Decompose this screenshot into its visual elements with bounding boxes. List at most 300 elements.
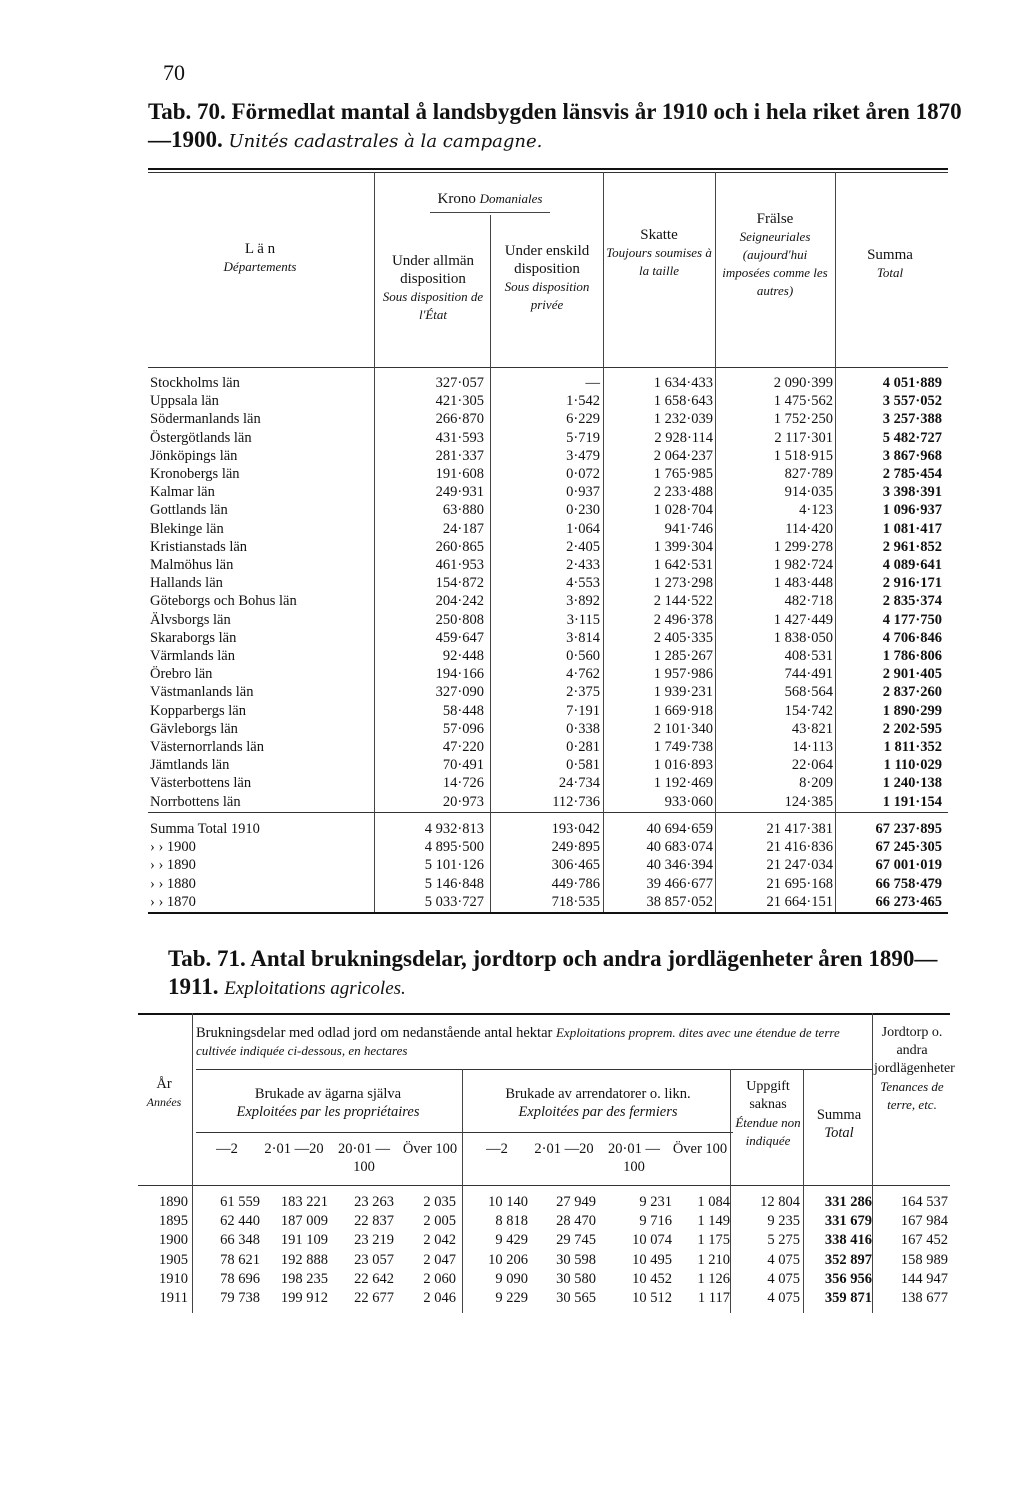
- cell-value: 138 677: [900, 1290, 948, 1306]
- row-label: Hallands län: [150, 575, 223, 592]
- table-70-body: [150, 374, 950, 814]
- cell-value: 3·892: [566, 593, 600, 610]
- cell-value: 10 074: [632, 1232, 672, 1249]
- cell-value: 21 416·836: [766, 839, 833, 856]
- cell-value: 1 811·352: [883, 739, 942, 755]
- cell-value: 1 957·986: [653, 666, 713, 683]
- cell-value: 359 871: [824, 1290, 872, 1306]
- cell-value: 356 956: [824, 1270, 872, 1287]
- cell-value: 1 016·893: [653, 757, 713, 774]
- cell-value: 92·448: [442, 648, 484, 664]
- table-row: [150, 683, 950, 701]
- table-row: [150, 501, 950, 519]
- row-label: › › 1900: [150, 839, 196, 856]
- table-71-top-rule: [138, 1013, 950, 1015]
- cell-value: 408·531: [784, 648, 833, 664]
- row-label: › › 1890: [150, 857, 196, 874]
- header-enskild: Under enskild disposition Sous disposition privée: [504, 243, 590, 312]
- row-label: Blekinge län: [150, 520, 224, 537]
- cell-value: 10 452: [632, 1270, 672, 1287]
- cell-value: 2·433: [566, 557, 600, 573]
- cell-value: 1 285·267: [653, 648, 713, 664]
- cell-value: 3·479: [566, 447, 600, 464]
- size-col-header: 20·01 —100: [338, 1141, 390, 1175]
- table-row: [150, 838, 950, 856]
- cell-value: 7·191: [566, 702, 600, 719]
- table-row: [150, 629, 950, 647]
- cell-value: 3 398·391: [882, 484, 942, 501]
- cell-value: 1·064: [566, 520, 600, 537]
- cell-value: 2 233·488: [653, 484, 713, 501]
- table-70-totals: [150, 820, 950, 910]
- table-row: [150, 429, 950, 447]
- cell-value: 10 495: [632, 1251, 672, 1268]
- krono-rule: [430, 212, 550, 213]
- cell-value: 1 117: [697, 1290, 730, 1306]
- table-row: [150, 820, 950, 838]
- cell-value: 57·096: [442, 720, 484, 737]
- cell-value: 2 090·399: [773, 375, 833, 391]
- header-uppgift: Uppgift saknas Étendue non indiquée: [735, 1079, 801, 1148]
- cell-value: 2 035: [423, 1194, 456, 1210]
- cell-value: 4·553: [566, 575, 600, 592]
- row-label: Västmanlands län: [150, 684, 254, 701]
- header-agare: Brukade av ägarna själva Exploitées par les propriétaires: [236, 1086, 420, 1120]
- cell-value: 66 758·479: [875, 875, 942, 892]
- cell-value: 421·305: [435, 393, 484, 410]
- cell-value: 39 466·677: [646, 875, 713, 892]
- cell-value: 204·242: [435, 593, 484, 610]
- row-label: Kristianstads län: [150, 538, 248, 555]
- row-label: Västernorrlands län: [150, 739, 264, 755]
- row-label: Summa Total 1910: [150, 821, 260, 837]
- size-col-header: —2: [486, 1141, 508, 1157]
- cell-value: 40 683·074: [646, 839, 713, 856]
- table-70-title: [148, 98, 968, 156]
- cell-value: 1 483·448: [773, 575, 833, 592]
- cell-value: 1 752·250: [773, 411, 833, 428]
- cell-value: 2 202·595: [882, 720, 942, 737]
- size-col-header: 2·01 —20: [264, 1141, 324, 1157]
- cell-value: 327·057: [435, 375, 484, 391]
- row-label: › › 1880: [150, 875, 196, 892]
- size-col-header: 2·01 —20: [534, 1141, 594, 1157]
- cell-value: 2 901·405: [882, 666, 942, 683]
- cell-value: 1 028·704: [653, 502, 713, 519]
- cell-value: 1905: [159, 1251, 188, 1268]
- cell-value: 1 634·433: [653, 375, 713, 391]
- size-col-header: Över 100: [672, 1141, 728, 1157]
- cell-value: 1 240·138: [882, 775, 942, 792]
- cell-value: 4 089·641: [882, 557, 942, 573]
- cell-value: 183 221: [280, 1194, 328, 1210]
- cell-value: 306·465: [551, 857, 600, 874]
- cell-value: 2·405: [566, 538, 600, 555]
- cell-value: 0·072: [566, 466, 600, 482]
- row-label: Jönköpings län: [150, 447, 238, 464]
- cell-value: 9 716: [639, 1213, 672, 1230]
- cell-value: 2 101·340: [653, 720, 713, 737]
- cell-value: 9 229: [495, 1290, 528, 1306]
- cell-value: 167 452: [900, 1232, 948, 1249]
- cell-value: 62 440: [220, 1213, 260, 1230]
- cell-value: 124·385: [784, 793, 833, 810]
- cell-value: 1 110·029: [883, 757, 942, 774]
- cell-value: 2 005: [423, 1213, 456, 1230]
- cell-value: 1 786·806: [882, 648, 942, 664]
- cell-value: 6·229: [566, 411, 600, 428]
- cell-value: 0·560: [566, 648, 600, 664]
- table-row: [150, 774, 950, 792]
- row-label: Östergötlands län: [150, 429, 252, 446]
- cell-value: 30 580: [556, 1270, 596, 1287]
- cell-value: 22 677: [354, 1290, 394, 1306]
- table-71-title: [168, 945, 968, 1003]
- cell-value: 0·281: [566, 739, 600, 755]
- cell-value: 1895: [159, 1213, 188, 1230]
- cell-value: 2 064·237: [653, 447, 713, 464]
- cell-value: 281·337: [435, 447, 484, 464]
- table-row: [150, 410, 950, 428]
- cell-value: 4 895·500: [424, 839, 484, 856]
- header-summa-71: Summa Total: [816, 1107, 862, 1141]
- cell-value: 1 838·050: [773, 629, 833, 646]
- row-label: Jämtlands län: [150, 757, 230, 774]
- cell-value: 1 939·231: [653, 684, 713, 701]
- header-fralse: Frälse Seigneuriales (aujourd'hui imposées comme les autres): [722, 211, 828, 298]
- table-row: [138, 1251, 950, 1269]
- cell-value: 27 949: [556, 1194, 596, 1210]
- cell-value: 61 559: [220, 1194, 260, 1210]
- cell-value: 4 075: [767, 1270, 800, 1287]
- cell-value: 22 837: [354, 1213, 394, 1230]
- cell-value: 1 084: [697, 1194, 730, 1210]
- cell-value: 331 286: [824, 1194, 872, 1210]
- cell-value: —: [585, 375, 600, 391]
- cell-value: 8·209: [799, 775, 833, 792]
- header-brukningsdelar: Brukningsdelar med odlad jord om nedanstående antal hektar Exploitations proprem. dites avec une étendue de terre cultivée indiquée ci-dessous, en hectares: [196, 1025, 840, 1058]
- cell-value: 192 888: [280, 1251, 328, 1268]
- cell-value: 914·035: [784, 484, 833, 501]
- cell-value: 2·375: [566, 684, 600, 701]
- cell-value: 198 235: [280, 1270, 328, 1287]
- cell-value: 154·742: [784, 702, 833, 719]
- cell-value: 1911: [159, 1290, 188, 1306]
- cell-value: 718·535: [551, 893, 600, 910]
- cell-value: 352 897: [824, 1251, 872, 1268]
- cell-value: 66 348: [220, 1232, 260, 1249]
- row-label: Älvsborgs län: [150, 611, 231, 628]
- cell-value: 20·973: [442, 793, 484, 810]
- cell-value: 1890: [159, 1194, 188, 1210]
- row-label: Gottlands län: [150, 502, 228, 519]
- cell-value: 9 235: [767, 1213, 800, 1230]
- cell-value: 63·880: [442, 502, 484, 519]
- cell-value: 14·113: [792, 739, 833, 755]
- table-row: [150, 483, 950, 501]
- row-label: › › 1870: [150, 893, 196, 910]
- row-label: Kronobergs län: [150, 466, 240, 482]
- cell-value: 1 669·918: [653, 702, 713, 719]
- cell-value: 23 263: [354, 1194, 394, 1210]
- cell-value: 4 075: [767, 1251, 800, 1268]
- row-label: Skaraborgs län: [150, 629, 237, 646]
- cell-value: 0·338: [566, 720, 600, 737]
- cell-value: 4 075: [767, 1290, 800, 1306]
- row-label: Gävleborgs län: [150, 720, 238, 737]
- cell-value: 38 857·052: [646, 893, 713, 910]
- table-70-top-rule-2: [148, 172, 948, 173]
- size-col-header: 20·01 —100: [608, 1141, 660, 1175]
- table-row: [150, 738, 950, 756]
- cell-value: 22·064: [791, 757, 833, 774]
- cell-value: 449·786: [551, 875, 600, 892]
- table-70-subtitle: Unités cadastrales à la campagne.: [228, 131, 543, 152]
- cell-value: 2 835·374: [882, 593, 942, 610]
- row-label: Stockholms län: [150, 375, 240, 391]
- cell-value: 9 231: [639, 1194, 672, 1210]
- cell-value: 1 749·738: [653, 739, 713, 755]
- cell-value: 1 192·469: [653, 775, 713, 792]
- table-row: [150, 856, 950, 874]
- cell-value: 191 109: [280, 1232, 328, 1249]
- cell-value: 2 837·260: [882, 684, 942, 701]
- cell-value: 58·448: [442, 702, 484, 719]
- table-71-body: [138, 1193, 950, 1313]
- cell-value: 1 149: [697, 1213, 730, 1230]
- cell-value: 338 416: [824, 1232, 872, 1249]
- cell-value: 23 057: [354, 1251, 394, 1268]
- cell-value: 24·734: [558, 775, 600, 792]
- cell-value: 4 051·889: [882, 375, 942, 391]
- cell-value: 744·491: [784, 666, 833, 683]
- cell-value: 2 042: [423, 1232, 456, 1249]
- cell-value: 67 245·305: [875, 839, 942, 856]
- table-row: [150, 374, 950, 392]
- cell-value: 3 257·388: [882, 411, 942, 428]
- table-row: [150, 720, 950, 738]
- table-70-top-rule: [148, 168, 948, 170]
- row-label: Örebro län: [150, 666, 213, 683]
- cell-value: 29 745: [556, 1232, 596, 1249]
- cell-value: 260·865: [435, 538, 484, 555]
- cell-value: 1 175: [697, 1232, 730, 1249]
- table-row: [150, 893, 950, 911]
- cell-value: 10 512: [632, 1290, 672, 1306]
- cell-value: 431·593: [435, 429, 484, 446]
- cell-value: 0·230: [566, 502, 600, 519]
- row-label: Kalmar län: [150, 484, 215, 501]
- row-label: Värmlands län: [150, 648, 235, 664]
- header-arrend: Brukade av arrendatorer o. likn. Exploitées par des fermiers: [505, 1086, 691, 1120]
- row-label: Norrbottens län: [150, 793, 241, 810]
- cell-value: 5·719: [566, 429, 600, 446]
- cell-value: 2 916·171: [882, 575, 942, 592]
- cell-value: 164 537: [900, 1194, 948, 1210]
- cell-value: 2 060: [423, 1270, 456, 1287]
- cell-value: 941·746: [664, 520, 713, 537]
- table-row: [150, 647, 950, 665]
- cell-value: 1 642·531: [653, 557, 713, 573]
- cell-value: 21 247·034: [766, 857, 833, 874]
- cell-value: 0·937: [566, 484, 600, 501]
- table-row: [150, 793, 950, 811]
- cell-value: 199 912: [280, 1290, 328, 1306]
- cell-value: 2 046: [423, 1290, 456, 1306]
- cell-value: 14·726: [442, 775, 484, 792]
- cell-value: 459·647: [435, 629, 484, 646]
- cell-value: 28 470: [556, 1213, 596, 1230]
- cell-value: 9 429: [495, 1232, 528, 1249]
- table-row: [150, 611, 950, 629]
- cell-value: 4·762: [566, 666, 600, 683]
- cell-value: 3 867·968: [882, 447, 942, 464]
- table-row: [138, 1193, 950, 1211]
- cell-value: 2 405·335: [653, 629, 713, 646]
- cell-value: 1 399·304: [653, 538, 713, 555]
- cell-value: 1 126: [697, 1270, 730, 1287]
- cell-value: 1 658·643: [653, 393, 713, 410]
- table-row: [150, 447, 950, 465]
- cell-value: 10 206: [488, 1251, 528, 1268]
- row-label: Uppsala län: [150, 393, 219, 410]
- cell-value: 1 191·154: [882, 793, 942, 810]
- cell-value: 5 101·126: [424, 857, 484, 874]
- cell-value: 461·953: [435, 557, 484, 573]
- header-jordtorp: Jordtorp o. andra jordlägenheter Tenances de terre, etc.: [874, 1025, 955, 1112]
- cell-value: 2 117·301: [774, 429, 833, 446]
- cell-value: 30 565: [556, 1290, 596, 1306]
- cell-value: 2 961·852: [882, 538, 942, 555]
- header-lan: L ä n Départements: [223, 241, 297, 274]
- header-krono: Krono Domaniales: [437, 191, 543, 207]
- cell-value: 4·123: [799, 502, 833, 519]
- table-row: [150, 556, 950, 574]
- cell-value: 3·115: [566, 611, 600, 628]
- cell-value: 22 642: [354, 1270, 394, 1287]
- cell-value: 2 144·522: [653, 593, 713, 610]
- cell-value: 5 482·727: [882, 429, 942, 446]
- cell-value: 30 598: [556, 1251, 596, 1268]
- cell-value: 154·872: [435, 575, 484, 592]
- header-ar: År Années: [146, 1076, 182, 1109]
- header-summa: Summa Total: [867, 247, 913, 280]
- cell-value: 1·542: [566, 393, 600, 410]
- cell-value: 191·608: [435, 466, 484, 482]
- cell-value: 66 273·465: [875, 893, 942, 910]
- cell-value: 40 694·659: [646, 821, 713, 837]
- cell-value: 1 890·299: [882, 702, 942, 719]
- cell-value: 78 696: [220, 1270, 260, 1287]
- cell-value: 3·814: [566, 629, 600, 646]
- cell-value: 249·895: [551, 839, 600, 856]
- cell-value: 187 009: [280, 1213, 328, 1230]
- cell-value: 2 785·454: [882, 466, 942, 482]
- cell-value: 70·491: [442, 757, 484, 774]
- cell-value: 67 001·019: [875, 857, 942, 874]
- cell-value: 24·187: [442, 520, 484, 537]
- row-label: Kopparbergs län: [150, 702, 246, 719]
- cell-value: 2 496·378: [653, 611, 713, 628]
- table-row: [150, 465, 950, 483]
- cell-value: 79 738: [220, 1290, 260, 1306]
- cell-value: 10 140: [488, 1194, 528, 1210]
- cell-value: 5 033·727: [424, 893, 484, 910]
- cell-value: 43·821: [791, 720, 833, 737]
- cell-value: 5 146·848: [424, 875, 484, 892]
- table-row: [150, 756, 950, 774]
- table-row: [150, 875, 950, 893]
- cell-value: 1900: [159, 1232, 188, 1249]
- cell-value: 4 932·813: [424, 821, 484, 837]
- cell-value: 78 621: [220, 1251, 260, 1268]
- cell-value: 327·090: [435, 684, 484, 701]
- table-70-bottom-rule: [148, 912, 948, 914]
- cell-value: 9 090: [495, 1270, 528, 1287]
- cell-value: 933·060: [664, 793, 713, 810]
- table-70-header-rule: [148, 367, 948, 368]
- cell-value: 1 982·724: [773, 557, 833, 573]
- table-row: [150, 574, 950, 592]
- cell-value: 1 518·915: [773, 447, 833, 464]
- table-row: [150, 392, 950, 410]
- cell-value: 158 989: [900, 1251, 948, 1268]
- cell-value: 266·870: [435, 411, 484, 428]
- cell-value: 249·931: [435, 484, 484, 501]
- cell-value: 21 695·168: [766, 875, 833, 892]
- cell-value: 250·808: [435, 611, 484, 628]
- cell-value: 1 232·039: [653, 411, 713, 428]
- table-row: [150, 665, 950, 683]
- table-row: [150, 592, 950, 610]
- cell-value: 0·581: [566, 757, 600, 774]
- cell-value: 1 273·298: [653, 575, 713, 592]
- table-71-subtitle: Exploitations agricoles.: [224, 978, 406, 999]
- size-col-header: Över 100: [402, 1141, 458, 1157]
- cell-value: 8 818: [495, 1213, 528, 1230]
- cell-value: 4 177·750: [882, 611, 942, 628]
- size-col-header: —2: [216, 1141, 238, 1157]
- cell-value: 1 765·985: [653, 466, 713, 482]
- cell-value: 167 984: [900, 1213, 948, 1230]
- cell-value: 827·789: [784, 466, 833, 482]
- cell-value: 1 475·562: [773, 393, 833, 410]
- cell-value: 12 804: [760, 1194, 800, 1210]
- table-row: [138, 1289, 950, 1307]
- table-row: [150, 702, 950, 720]
- cell-value: 1 210: [697, 1251, 730, 1268]
- table-71-label: Tab. 71.: [168, 946, 246, 971]
- cell-value: 1 096·937: [882, 502, 942, 519]
- cell-value: 47·220: [442, 739, 484, 755]
- row-label: Västerbottens län: [150, 775, 252, 792]
- cell-value: 5 275: [767, 1232, 800, 1249]
- row-label: Södermanlands län: [150, 411, 261, 428]
- cell-value: 194·166: [435, 666, 484, 683]
- cell-value: 21 664·151: [766, 893, 833, 910]
- cell-value: 40 346·394: [646, 857, 713, 874]
- table-70-title-text: Förmedlat mantal å landsbygden länsvis år 1910 och i hela riket åren 1870—1900.: [148, 99, 962, 152]
- cell-value: 331 679: [824, 1213, 872, 1230]
- table-row: [138, 1270, 950, 1288]
- cell-value: 4 706·846: [882, 629, 942, 646]
- cell-value: 1910: [159, 1270, 188, 1287]
- table-71-title-text: Antal brukningsdelar, jordtorp och andra jordlägenheter åren 1890—1911.: [168, 946, 938, 999]
- cell-value: 114·420: [785, 520, 833, 537]
- table-row: [150, 538, 950, 556]
- header-allman: Under allmän disposition Sous disposition de l'État: [382, 253, 484, 322]
- header-skatte: Skatte Toujours soumises à la taille: [606, 227, 712, 278]
